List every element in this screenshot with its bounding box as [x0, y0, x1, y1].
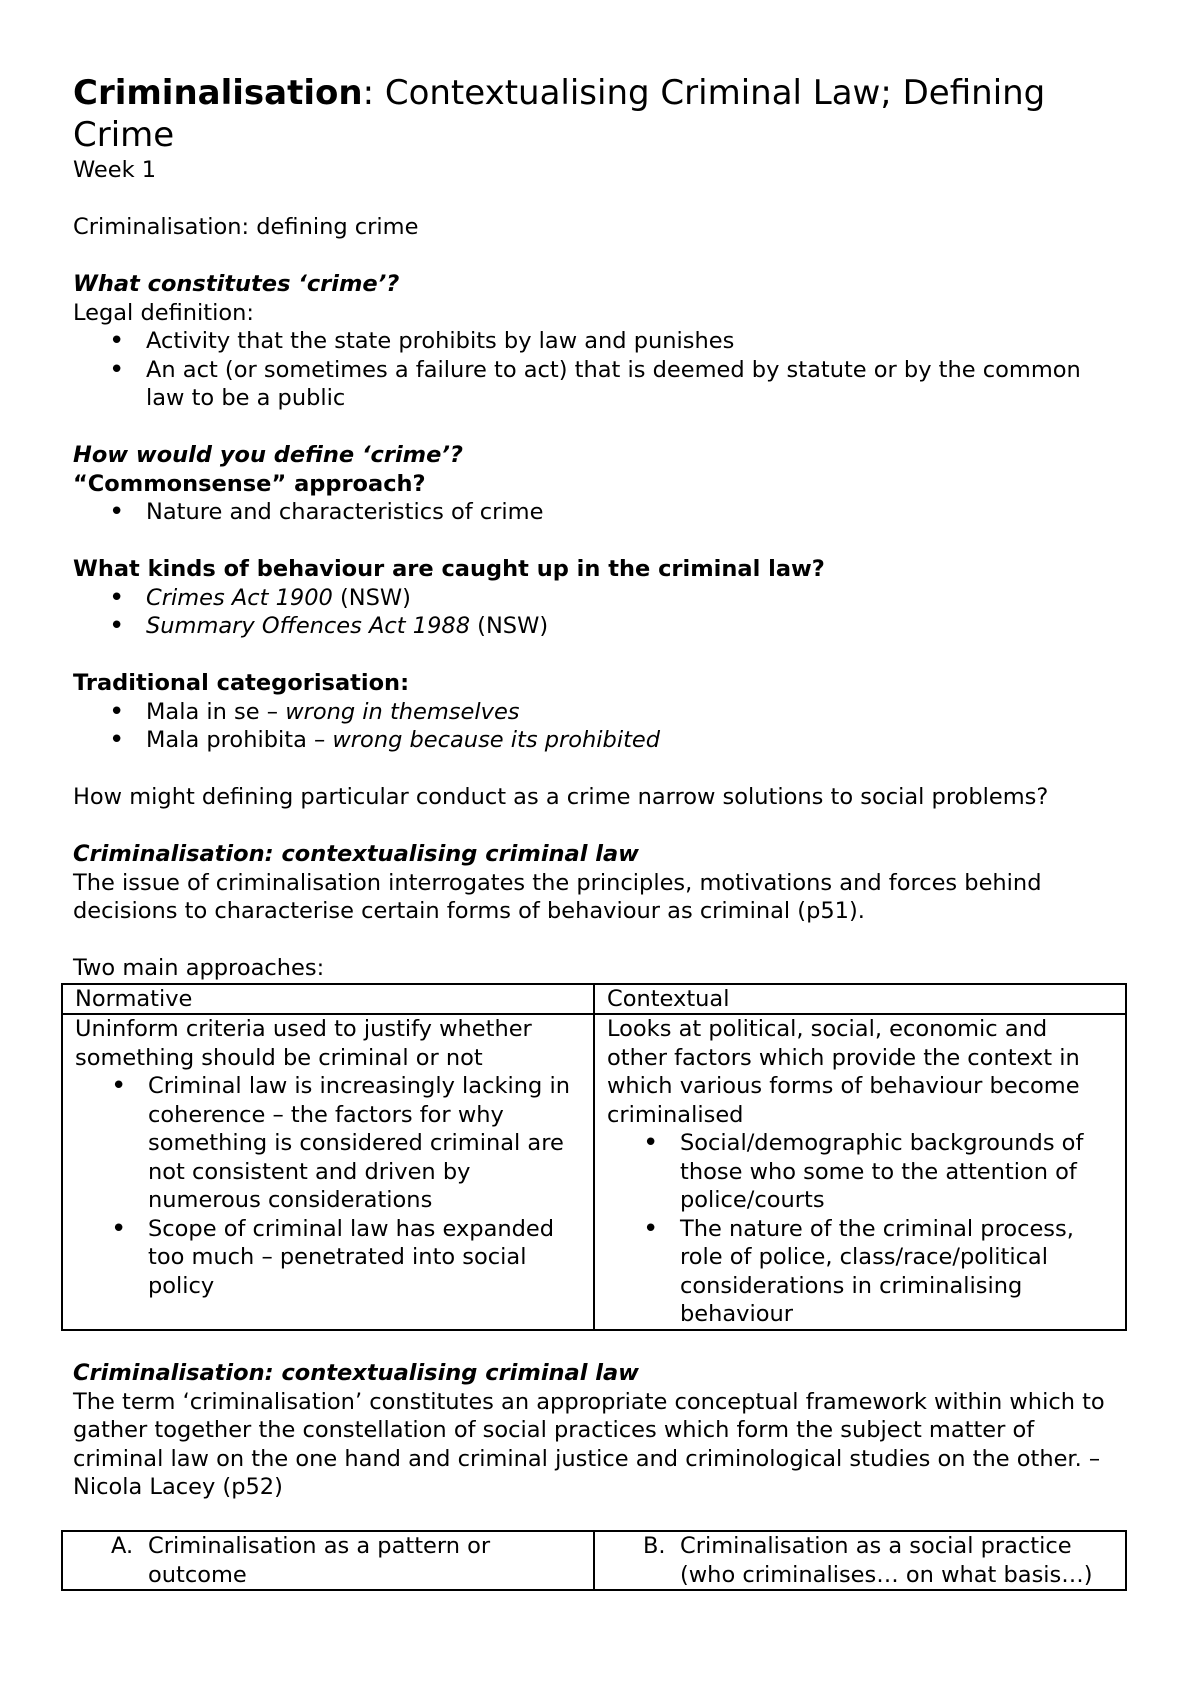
cell-b: B. Criminalisation as a social practice (who criminalises… on what basis…): [594, 1531, 1126, 1590]
statutes-list: [73, 584, 1125, 641]
section-heading-define: How would you define ‘crime’?: [73, 442, 463, 468]
header-normative: Normative: [62, 984, 594, 1015]
table-header-row: [62, 984, 1126, 1015]
contextual-cell: Looks at political, social, economic and other factors which provide the context in which various forms of behaviour become criminalised • Social/demographic backgrounds of those who some to the attention of police/courts • The nature of the criminal process, role of police, class/race/political considerations in criminalising behaviour: [594, 1014, 1126, 1330]
list-item: • Nature and characteristics of crime: [146, 498, 1125, 527]
question-paragraph: How might defining particular conduct as a crime narrow solutions to social problems?: [73, 784, 1049, 810]
table-row: [62, 1014, 1126, 1330]
lacey-quote: The term ‘criminalisation’ constitutes an appropriate conceptual framework within which to gather together the constellation of social practices which form the subject matter of criminal law on the one hand and criminal justice and criminological studies on the other. – Nicola Lacey (p52): [73, 1388, 1105, 1500]
marker-a: A.: [111, 1533, 134, 1559]
marker-b: B.: [643, 1533, 666, 1559]
section-heading-constitutes: What constitutes ‘crime’?: [73, 271, 400, 297]
commonsense-list: [73, 498, 1125, 527]
categorisation-list: [73, 698, 1125, 755]
section-heading-contextualising-2: Criminalisation: contextualising criminal law: [73, 1360, 639, 1386]
title-bold: Criminalisation: [73, 73, 363, 113]
title-rest: : Contextualising Criminal Law; Defining Crime: [73, 73, 1046, 155]
legal-definition-label: Legal definition:: [73, 299, 254, 326]
legal-definition-list: [73, 327, 1125, 413]
normative-list: [75, 1072, 581, 1300]
document-page: [73, 72, 1125, 1591]
normative-cell: Uninform criteria used to justify whether something should be criminal or not • Criminal law is increasingly lacking in coherence – the factors for why something is considered criminal are not consistent and driven by numerous considerations • Scope of criminal law has expanded too much – penetrated into social policy: [62, 1014, 594, 1330]
list-item: • Social/demographic backgrounds of those who some to the attention of police/courts: [680, 1129, 1113, 1215]
criminalisation-paragraph: The issue of criminalisation interrogates the principles, motivations and forces behind decisions to characterise certain forms of behaviour as criminal (p51).: [73, 869, 1042, 924]
approaches-label: Two main approaches:: [73, 955, 325, 981]
ab-table: [61, 1530, 1127, 1591]
list-item: • Crimes Act 1900 (NSW): [146, 584, 1125, 613]
section-heading-categorisation: Traditional categorisation:: [73, 670, 410, 696]
list-item: • Mala prohibita – wrong because its prohibited: [146, 726, 1125, 755]
approaches-table: [61, 983, 1127, 1331]
table-row: [62, 1531, 1126, 1590]
page-title: [73, 72, 1125, 156]
cell-a: A. Criminalisation as a pattern or outcome: [62, 1531, 594, 1590]
list-item: • The nature of the criminal process, role of police, class/race/political considerations in criminalising behaviour: [680, 1215, 1113, 1329]
subtitle: Criminalisation: defining crime: [73, 214, 419, 240]
list-item: • Criminal law is increasingly lacking in coherence – the factors for why something is considered criminal are not consistent and driven by numerous considerations: [148, 1072, 581, 1215]
list-item: • An act (or sometimes a failure to act) that is deemed by statute or by the common law to be a public: [146, 356, 1125, 413]
list-item: • Activity that the state prohibits by law and punishes: [146, 327, 1125, 356]
list-item: • Mala in se – wrong in themselves: [146, 698, 1125, 727]
header-contextual: Contextual: [594, 984, 1126, 1015]
section-heading-behaviour: What kinds of behaviour are caught up in the criminal law?: [73, 556, 825, 582]
statute-name: Crimes Act 1900: [146, 584, 333, 611]
statute-name: Summary Offences Act 1988: [146, 613, 471, 639]
list-item: • Scope of criminal law has expanded too much – penetrated into social policy: [148, 1215, 581, 1301]
commonsense-heading: “Commonsense” approach?: [73, 470, 426, 497]
contextual-list: [607, 1129, 1113, 1329]
section-heading-contextualising: Criminalisation: contextualising criminal law: [73, 841, 639, 867]
week-label: Week 1: [73, 157, 157, 183]
list-item: • Summary Offences Act 1988 (NSW): [146, 612, 1125, 641]
